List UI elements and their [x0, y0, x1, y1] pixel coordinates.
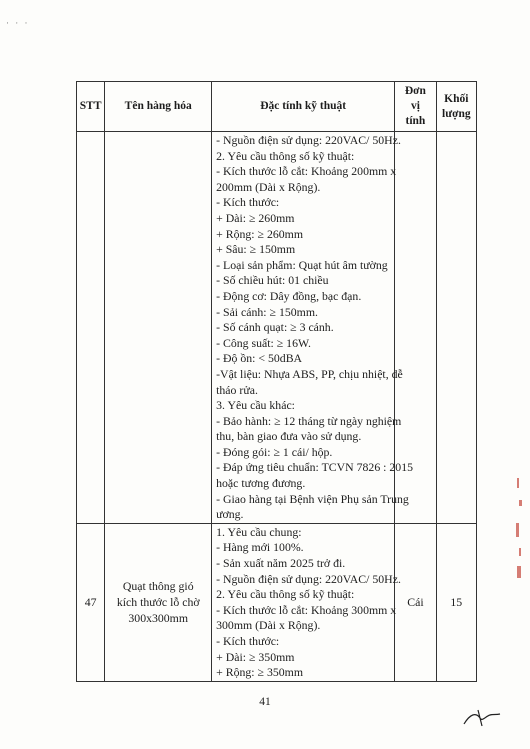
- spec-continued-line: + Sâu: ≥ 150mm: [216, 242, 296, 257]
- spec-continued-line: - Động cơ: Dây đồng, bạc đạn.: [216, 288, 362, 303]
- cell-stt-empty: [77, 132, 105, 524]
- row-47-unit: Cái: [395, 523, 436, 681]
- cell-name-empty: [105, 132, 212, 524]
- spec-continued-line: - Sải cánh: ≥ 150mm.: [216, 304, 318, 319]
- spec-lines-continued: [212, 132, 413, 523]
- header-unit: [395, 82, 436, 132]
- spec-continued-line: -Vật liệu: Nhựa ABS, PP, chịu nhiệt, dễ: [216, 366, 403, 381]
- spec-continued-line: - Đóng gói: ≥ 1 cái/ hộp.: [216, 444, 333, 459]
- spec-47-line: + Rộng: ≥ 350mm: [216, 665, 303, 680]
- row-47-item-name: [105, 523, 212, 681]
- cell-spec-continued: [212, 132, 413, 524]
- row-47-spec: [212, 523, 401, 681]
- row-47-name-line-3: 300x300mm: [128, 611, 189, 626]
- cell-qty-empty: [436, 132, 476, 524]
- spec-continued-line: 2. Yêu cầu thông số kỹ thuật:: [216, 148, 355, 163]
- spec-47-line: 2. Yêu cầu thông số kỹ thuật:: [216, 587, 355, 602]
- spec-47-line: - Kích thước:: [216, 634, 280, 648]
- table-row-47: [77, 523, 477, 681]
- header-item-name: Tên hàng hóa: [105, 82, 212, 132]
- spec-47-line: - Hàng mới 100%.: [216, 540, 304, 555]
- spec-continued-line: 200mm (Dài x Rộng).: [216, 179, 321, 194]
- spec-continued-line: - Số chiều hút: 01 chiều: [216, 273, 329, 288]
- spec-continued-line: tháo rửa.: [216, 382, 258, 397]
- spec-47-line: + Dài: ≥ 350mm: [216, 649, 295, 664]
- spec-continued-line: ương.: [216, 507, 244, 522]
- header-stt: STT: [77, 82, 105, 132]
- header-unit-line-1: Đơn: [404, 85, 426, 97]
- page-number: 41: [259, 696, 271, 708]
- header-unit-line-2: vị: [410, 100, 420, 112]
- spec-47-line: - Kích thước lỗ cắt: Khoảng 300mm x: [216, 602, 397, 617]
- signature-mark: [462, 706, 502, 730]
- row-47-stt: 47: [77, 523, 105, 681]
- spec-continued-line: - Giao hàng tại Bệnh viện Phụ sản Trung: [216, 491, 409, 506]
- header-quantity: [436, 82, 476, 132]
- spec-47-line: - Nguồn điện sử dụng: 220VAC/ 50Hz.: [216, 571, 401, 586]
- spec-lines-47: [212, 524, 401, 681]
- row-47-name-line-1: Quạt thông gió: [122, 579, 194, 594]
- spec-continued-line: + Dài: ≥ 260mm: [216, 210, 295, 225]
- spec-continued-line: hoặc tương đương.: [216, 476, 306, 491]
- spec-continued-line: - Bảo hành: ≥ 12 tháng từ ngày nghiệm: [216, 413, 402, 428]
- spec-continued-line: - Công suất: ≥ 16W.: [216, 335, 311, 350]
- specification-table: [76, 81, 477, 682]
- spec-continued-line: - Nguồn điện sử dụng: 220VAC/ 50Hz.: [216, 133, 401, 147]
- spec-continued-line: - Loại sản phẩm: Quạt hút âm tường: [216, 257, 388, 272]
- spec-continued-line: - Đáp ứng tiêu chuẩn: TCVN 7826 : 2015: [216, 460, 413, 475]
- red-stamp-edge: [513, 478, 525, 588]
- spec-continued-line: - Kích thước:: [216, 195, 280, 210]
- spec-continued-line: - Kích thước lỗ cắt: Khoảng 200mm x: [216, 164, 397, 179]
- header-quantity-line-2: lượng: [442, 107, 471, 120]
- table-row-continued: [77, 132, 477, 524]
- header-unit-line-3: tính: [405, 115, 426, 127]
- header-quantity-line-1: Khối: [444, 92, 469, 105]
- scan-artifact: · · ·: [6, 18, 30, 28]
- spec-continued-line: - Số cánh quạt: ≥ 3 cánh.: [216, 320, 334, 335]
- spec-47-line: - Sản xuất năm 2025 trở đi.: [216, 556, 346, 571]
- spec-continued-line: - Độ ồn: < 50dBA: [216, 351, 303, 366]
- spec-47-line: 1. Yêu cầu chung:: [216, 524, 302, 539]
- spec-continued-line: 3. Yêu cầu khác:: [216, 398, 295, 413]
- row-47-quantity: 15: [436, 523, 476, 681]
- spec-continued-line: thu, bàn giao đưa vào sử dụng.: [216, 429, 362, 444]
- header-technical-spec: Đặc tính kỹ thuật: [212, 82, 395, 132]
- spec-continued-line: + Rộng: ≥ 260mm: [216, 226, 303, 241]
- header-row: [77, 82, 477, 132]
- row-47-name-line-2: kích thước lỗ chờ: [116, 595, 200, 610]
- spec-47-line: 300mm (Dài x Rộng).: [216, 618, 321, 633]
